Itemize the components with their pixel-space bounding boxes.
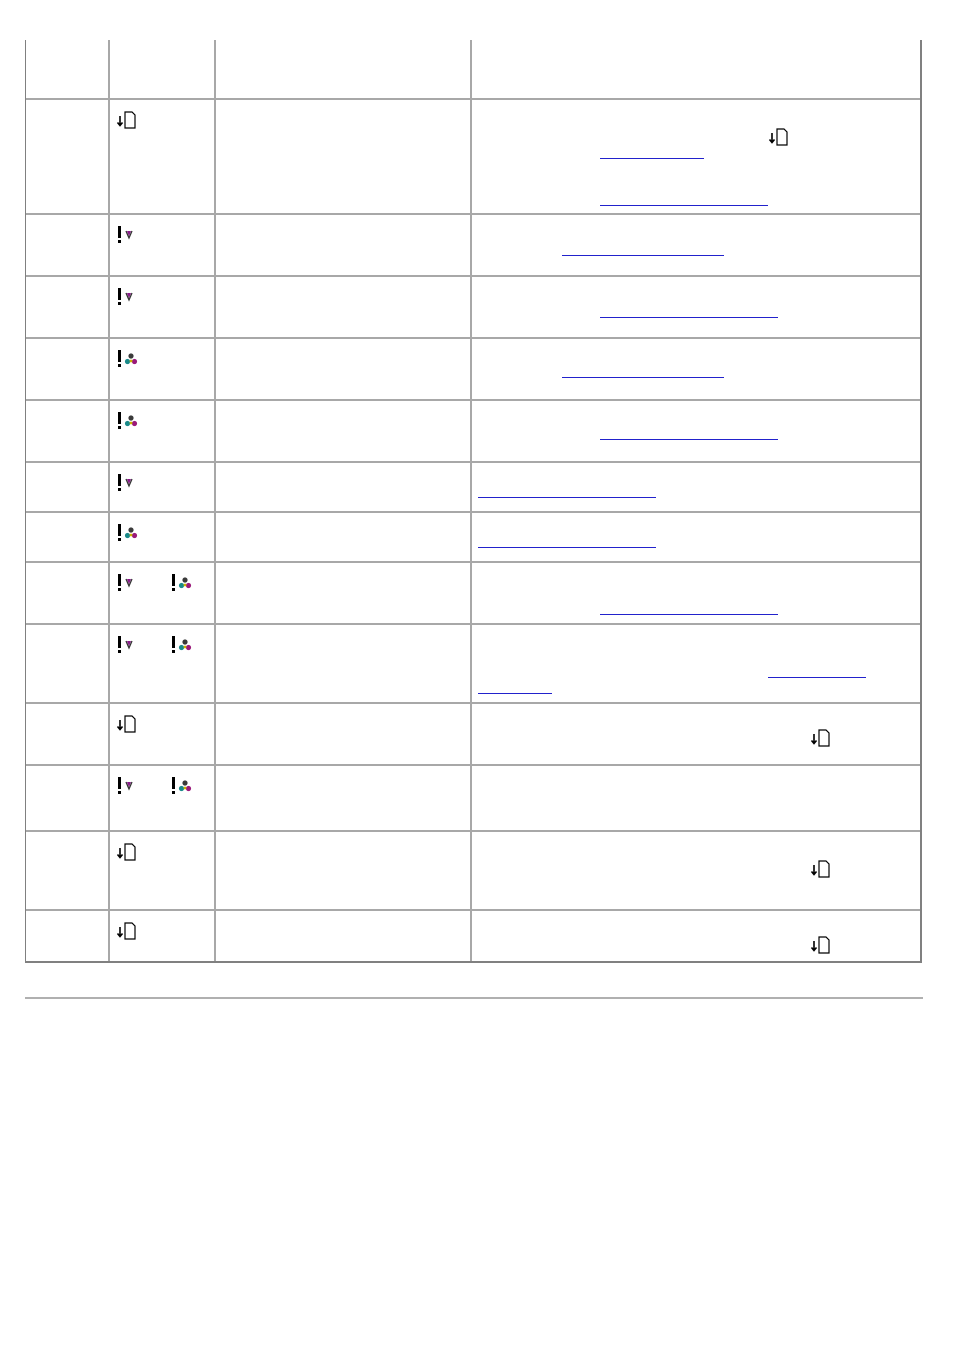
table-cell [26, 513, 110, 561]
table-cell [216, 832, 472, 909]
black-ink-warning-icon [116, 473, 138, 493]
link[interactable] [562, 243, 724, 256]
table-cell [472, 832, 920, 909]
link[interactable] [478, 535, 656, 548]
table-cell [110, 100, 216, 213]
table-row [26, 625, 920, 704]
table-cell [26, 463, 110, 511]
table-cell [26, 911, 110, 961]
table-cell [110, 401, 216, 461]
paper-feed-icon [116, 842, 138, 862]
link[interactable] [600, 146, 704, 159]
table-cell [26, 339, 110, 399]
table-row [26, 339, 920, 401]
table-cell [110, 625, 216, 702]
black-ink-warning-icon [116, 225, 138, 245]
table-row [26, 215, 920, 277]
table-cell [472, 215, 920, 275]
table-row [26, 100, 920, 215]
link[interactable] [600, 305, 778, 318]
paper-feed-icon [810, 728, 832, 748]
black-ink-warning-icon [116, 287, 138, 307]
link[interactable] [600, 193, 768, 206]
table-cell [216, 100, 472, 213]
table-cell [472, 625, 920, 702]
horizontal-rule [25, 997, 923, 999]
table-cell [216, 704, 472, 764]
table-cell [110, 277, 216, 337]
paper-feed-icon [116, 110, 138, 130]
table-cell [472, 563, 920, 623]
table-cell [216, 625, 472, 702]
table-cell [26, 625, 110, 702]
table-header-row [26, 40, 920, 100]
table-cell [472, 401, 920, 461]
table-cell [110, 513, 216, 561]
table-cell [216, 401, 472, 461]
table-cell [216, 215, 472, 275]
table-cell [26, 401, 110, 461]
link[interactable] [600, 427, 778, 440]
table-row [26, 513, 920, 563]
table-row [26, 277, 920, 339]
color-ink-warning-icon [116, 411, 142, 431]
table-cell [472, 911, 920, 961]
table-row [26, 401, 920, 463]
table-cell [110, 215, 216, 275]
table-cell [472, 704, 920, 764]
paper-feed-icon [810, 859, 832, 879]
table-cell [216, 339, 472, 399]
table-cell [472, 463, 920, 511]
table-cell [26, 215, 110, 275]
link[interactable] [562, 365, 724, 378]
table-row [26, 832, 920, 911]
paper-feed-icon [116, 714, 138, 734]
header-cell [472, 40, 920, 98]
table-cell [472, 100, 920, 213]
color-ink-warning-icon [170, 635, 196, 655]
table-cell [216, 563, 472, 623]
color-ink-warning-icon [170, 573, 196, 593]
table-cell [216, 277, 472, 337]
table-cell [110, 563, 216, 623]
color-ink-warning-icon [116, 349, 142, 369]
table-row [26, 766, 920, 832]
header-cell [110, 40, 216, 98]
link[interactable] [478, 681, 552, 694]
table-cell [26, 832, 110, 909]
table-cell [216, 766, 472, 830]
table-cell [472, 277, 920, 337]
status-light-table [25, 40, 922, 963]
table-cell [26, 563, 110, 623]
table-cell [110, 766, 216, 830]
table-cell [472, 766, 920, 830]
paper-feed-icon [768, 127, 790, 147]
table-cell [26, 100, 110, 213]
color-ink-warning-icon [170, 776, 196, 796]
table-cell [216, 513, 472, 561]
link[interactable] [768, 665, 866, 678]
link[interactable] [600, 602, 778, 615]
header-cell [216, 40, 472, 98]
link[interactable] [478, 485, 656, 498]
table-row [26, 704, 920, 766]
table-cell [110, 911, 216, 961]
paper-feed-icon [116, 921, 138, 941]
table-cell [26, 766, 110, 830]
black-ink-warning-icon [116, 573, 138, 593]
table-row [26, 911, 920, 961]
paper-feed-icon [810, 935, 832, 955]
table-cell [26, 704, 110, 764]
color-ink-warning-icon [116, 523, 142, 543]
table-cell [216, 463, 472, 511]
table-cell [472, 513, 920, 561]
table-cell [110, 704, 216, 764]
table-row [26, 463, 920, 513]
table-cell [216, 911, 472, 961]
table-row [26, 563, 920, 625]
table-cell [26, 277, 110, 337]
table-cell [110, 463, 216, 511]
table-cell [472, 339, 920, 399]
header-cell [26, 40, 110, 98]
black-ink-warning-icon [116, 635, 138, 655]
black-ink-warning-icon [116, 776, 138, 796]
table-cell [110, 832, 216, 909]
table-cell [110, 339, 216, 399]
